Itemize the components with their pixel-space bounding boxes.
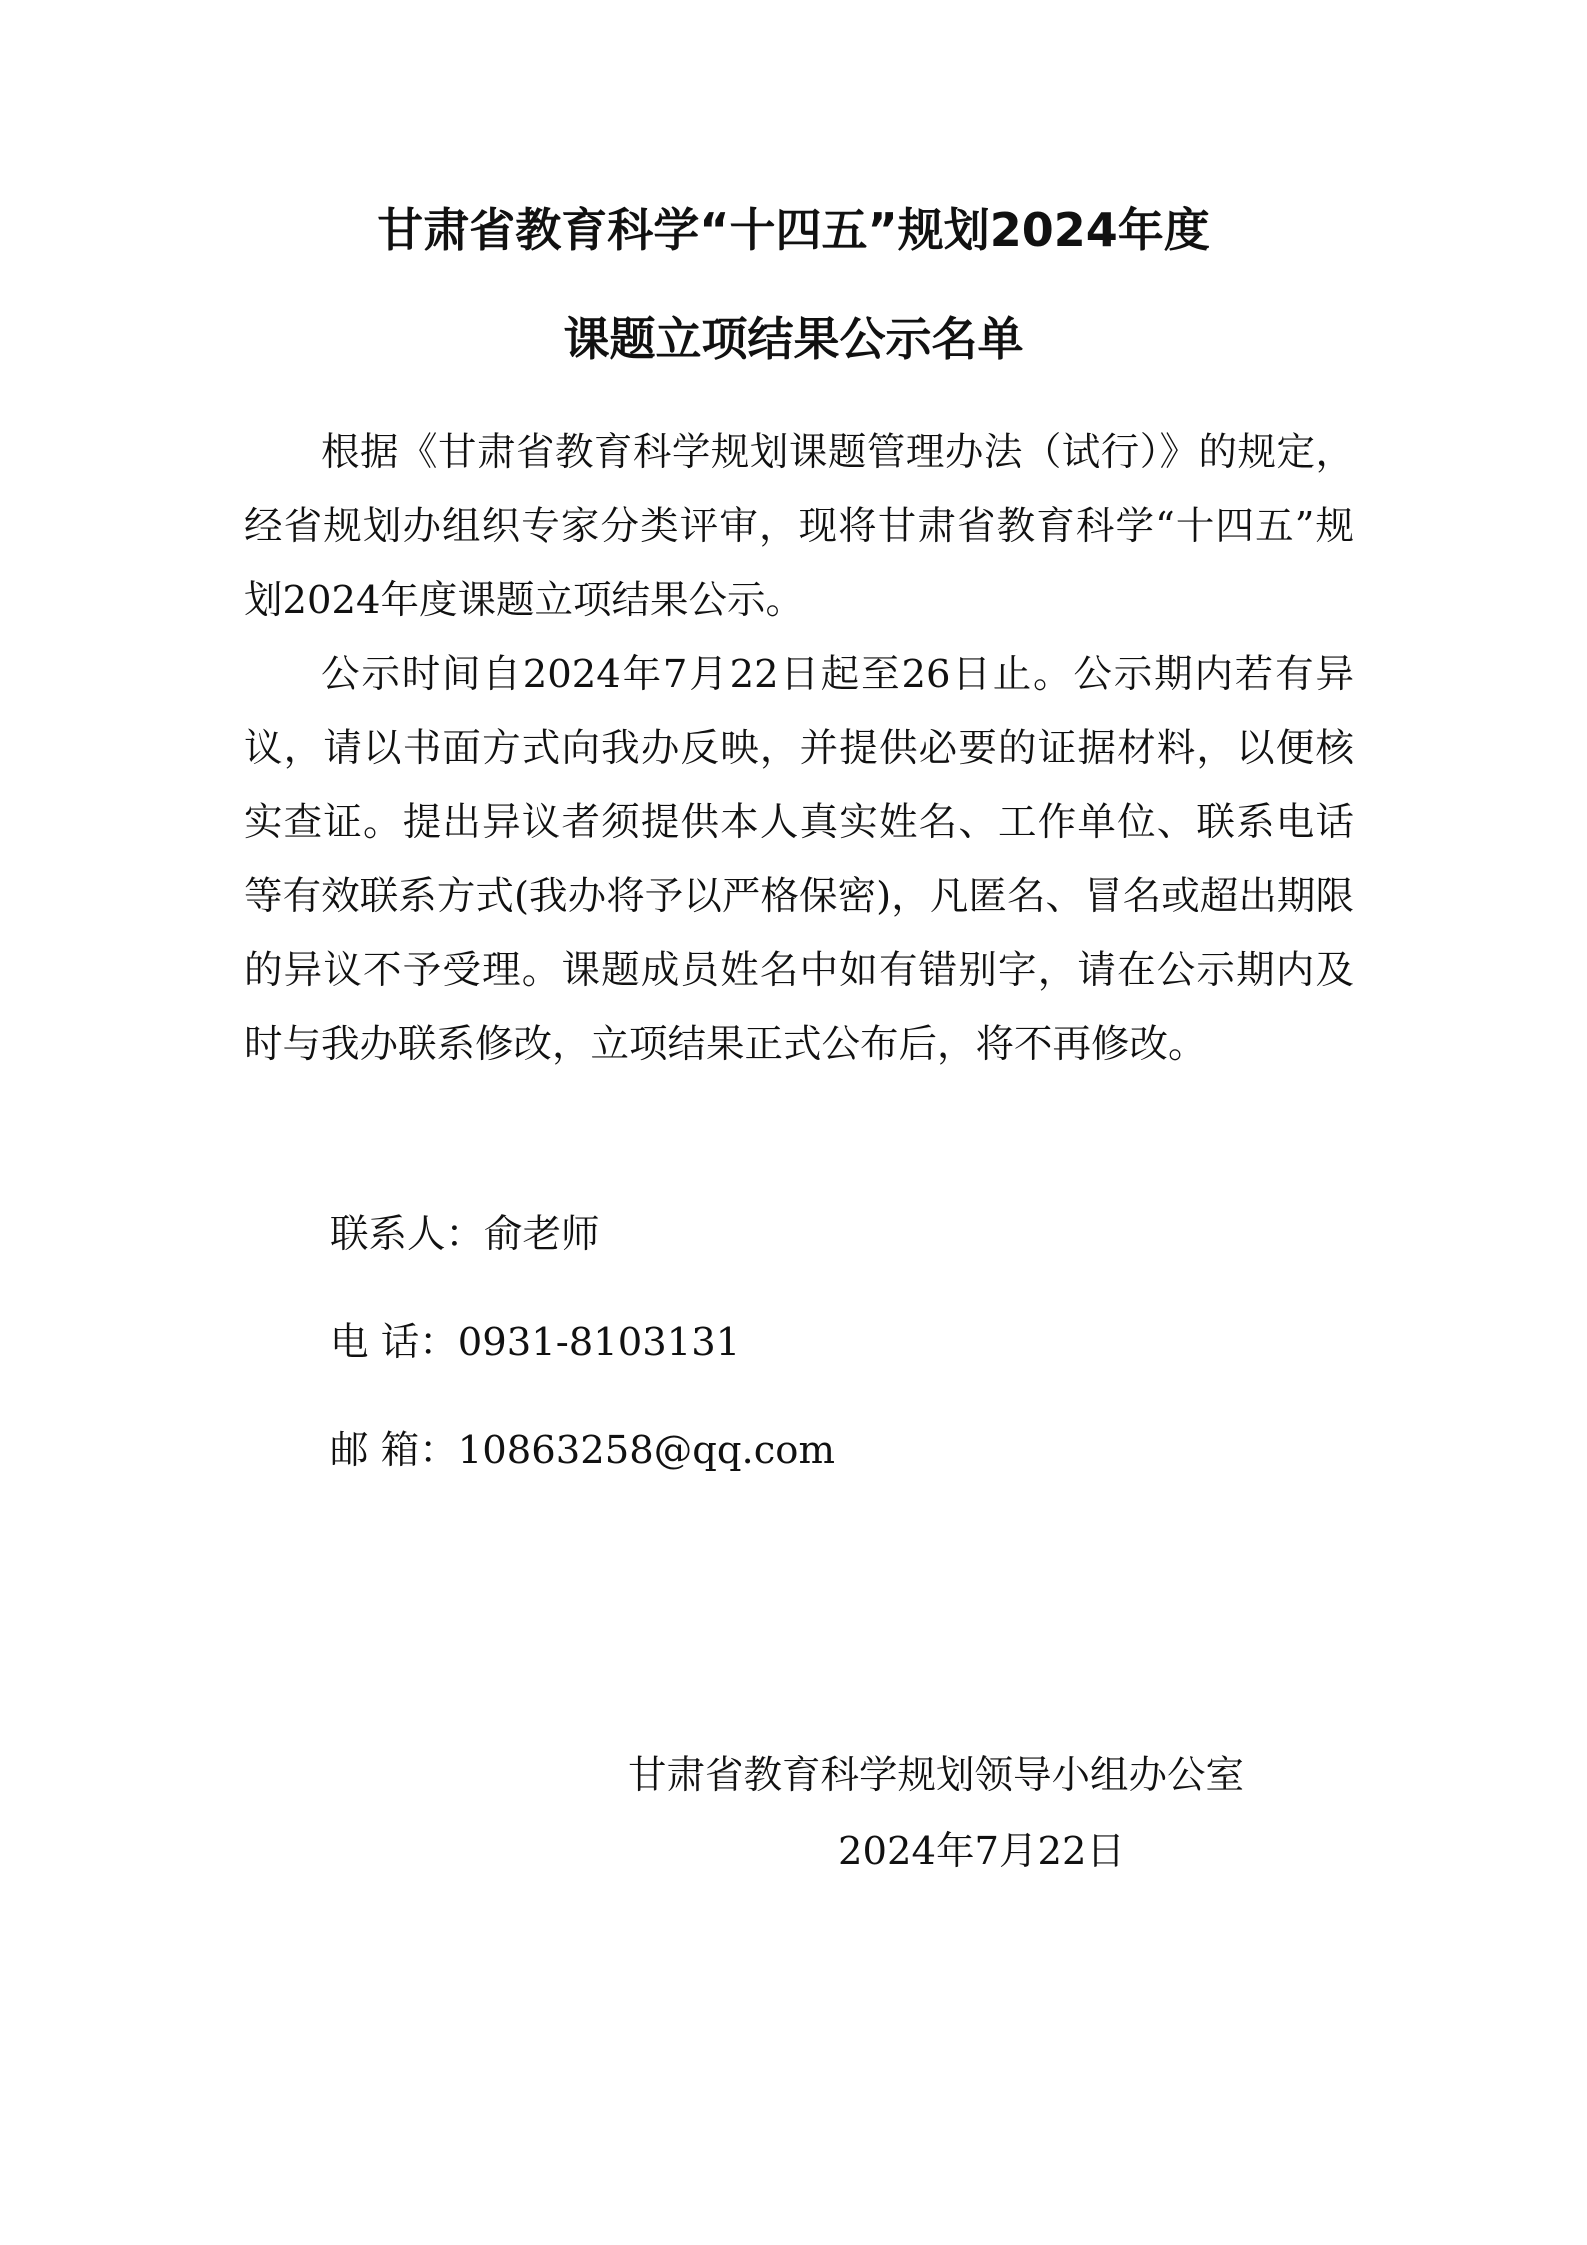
body-paragraph-regulation: 根据《甘肃省教育科学规划课题管理办法（试行）》的规定，经省规划办组织专家分类评审，现将甘肃省教育科学“十四五”规划2024年度课题立项结果公示。: [244, 430, 1354, 623]
contact-person: 联系人：俞老师: [330, 1212, 600, 1257]
document-title-line-1: 甘肃省教育科学“十四五”规划2024年度: [377, 203, 1210, 257]
contact-email: 邮 箱：10863258@qq.com: [330, 1428, 835, 1473]
signature-date: 2024年7月22日: [838, 1829, 1125, 1874]
document-title-line-2: 课题立项结果公示名单: [563, 312, 1024, 366]
body-paragraph-notice-period: 公示时间自2024年7月22日起至26日止。公示期内若有异议，请以书面方式向我办反映，并提供必要的证据材料，以便核实查证。提出异议者须提供本人真实姓名、工作单位、联系电话等有效联系方式(我办将予以严格保密)，凡匿名、冒名或超出期限的异议不予受理。课题成员姓名中如有错别字，请在公示期内及时与我办联系修改，立项结果正式公布后，将不再修改。: [244, 652, 1354, 1067]
signature-office: 甘肃省教育科学规划领导小组办公室: [628, 1753, 1245, 1798]
contact-phone: 电 话：0931-8103131: [330, 1320, 741, 1365]
